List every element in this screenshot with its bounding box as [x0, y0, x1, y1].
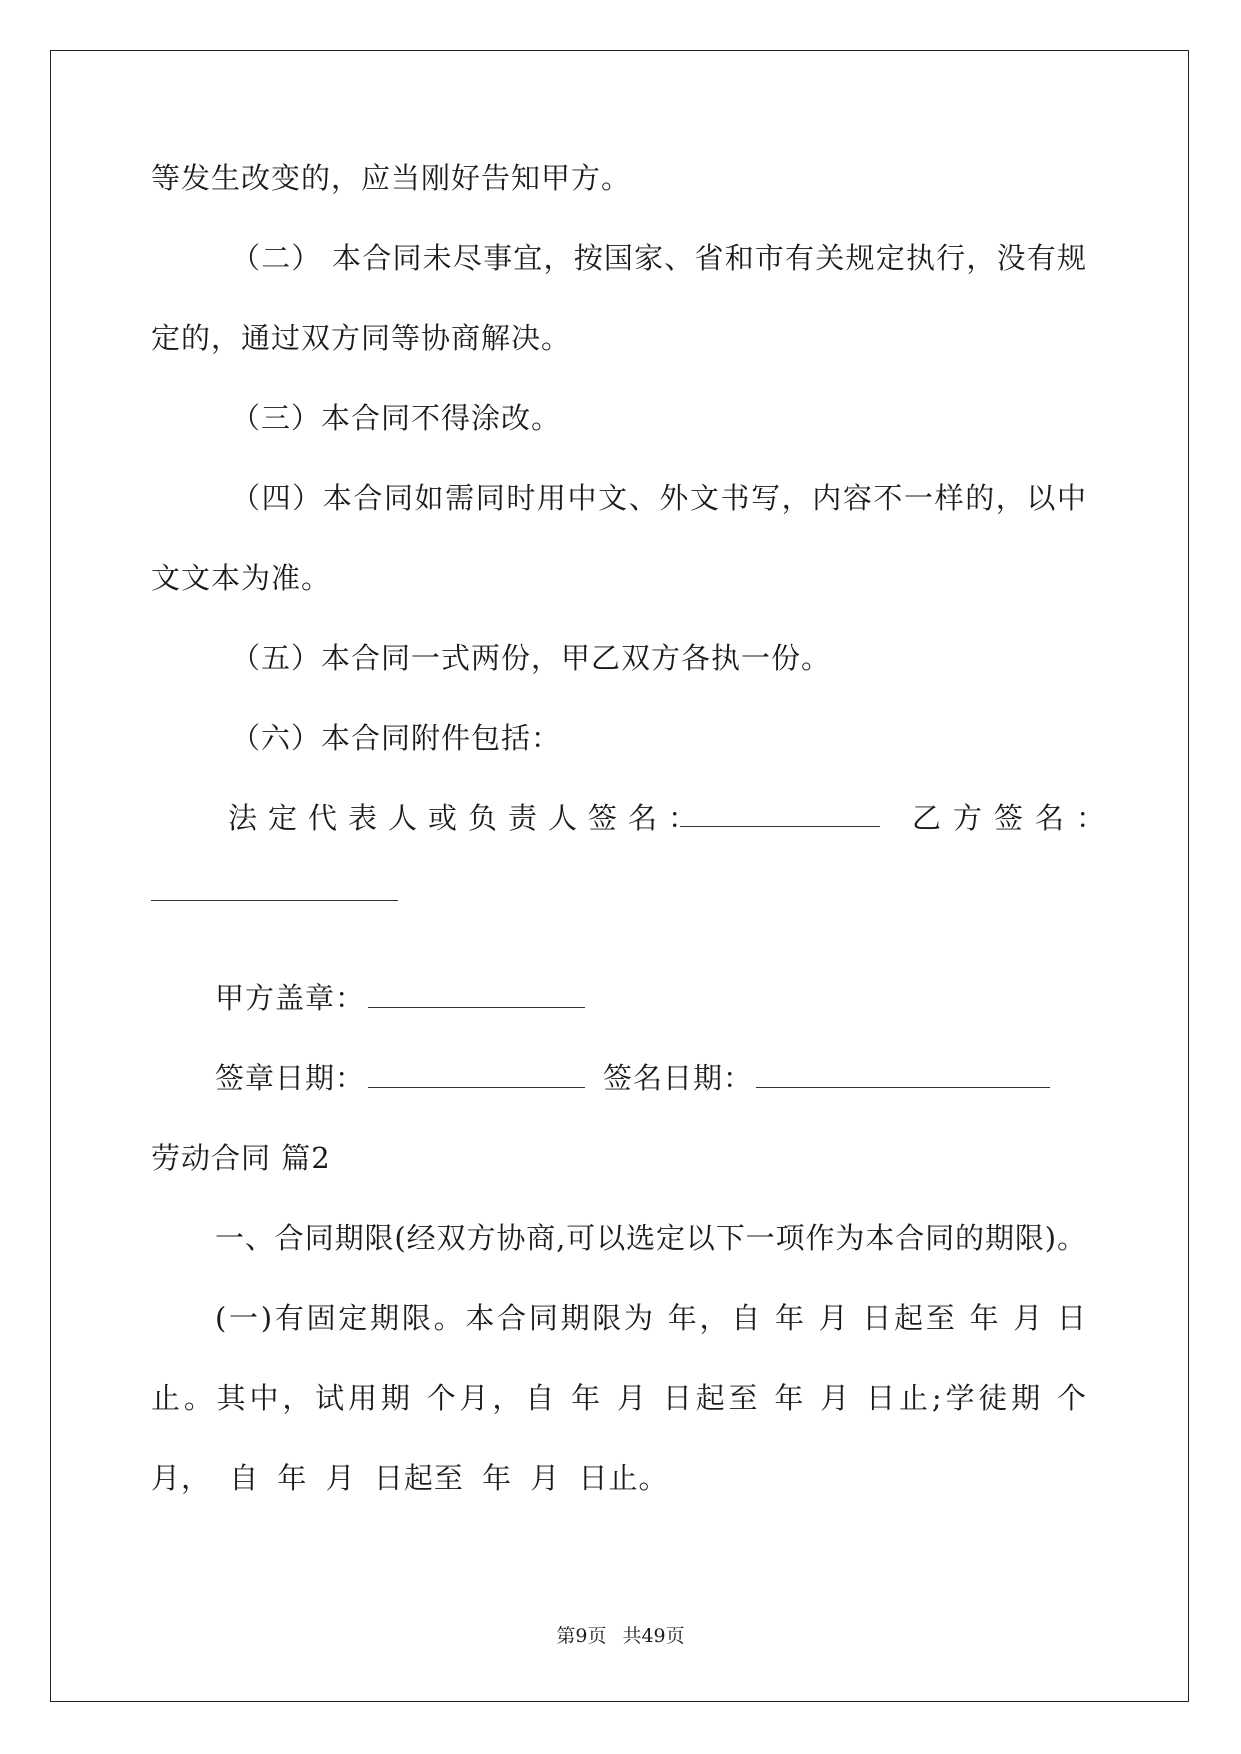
- legal-rep-signature-blank: [680, 826, 880, 827]
- paragraph-line: 文文本为准。: [151, 561, 332, 595]
- paragraph-line: 定的，通过双方同等协商解决。: [151, 321, 572, 355]
- paragraph-line: 等发生改变的，应当刚好告知甲方。: [151, 161, 632, 195]
- party-a-seal-blank: [368, 1007, 585, 1008]
- page-border: [50, 50, 1189, 1702]
- section-heading: 劳动合同 篇2: [151, 1141, 331, 1175]
- seal-date-blank: [368, 1087, 585, 1088]
- page-number: 第9页: [556, 1625, 607, 1647]
- sign-date-blank: [756, 1087, 1050, 1088]
- sign-date-label: 签名日期：: [603, 1061, 754, 1095]
- party-b-signature-label: 乙方签名：: [912, 801, 1118, 835]
- fixed-term-line: (一)有固定期限。本合同期限为 年，自 年 月 日起至 年 月 日: [215, 1301, 1086, 1335]
- page-footer: [0, 1624, 1241, 1648]
- legal-rep-signature-label: 法定代表人或负责人签名：: [228, 801, 709, 835]
- clause-6-line: （六）本合同附件包括：: [231, 721, 562, 755]
- total-pages: 共49页: [622, 1625, 685, 1647]
- apprentice-line: 月， 自 年 月 日起至 年 月 日止。: [151, 1461, 669, 1495]
- clause-3-line: （三）本合同不得涂改。: [231, 401, 562, 435]
- seal-date-label: 签章日期：: [215, 1061, 366, 1095]
- clause-4-line: （四）本合同如需同时用中文、外文书写，内容不一样的，以中: [231, 481, 1086, 515]
- party-b-signature-blank: [151, 900, 398, 901]
- probation-line: 止。其中，试用期 个月，自 年 月 日起至 年 月 日止;学徒期 个: [151, 1381, 1086, 1415]
- contract-term-line: 一、合同期限(经双方协商,可以选定以下一项作为本合同的期限)。: [215, 1221, 1086, 1255]
- party-a-seal-label: 甲方盖章：: [215, 981, 366, 1015]
- clause-5-line: （五）本合同一式两份，甲乙双方各执一份。: [231, 641, 832, 675]
- clause-2-line: （二） 本合同未尽事宜，按国家、省和市有关规定执行，没有规: [231, 241, 1086, 275]
